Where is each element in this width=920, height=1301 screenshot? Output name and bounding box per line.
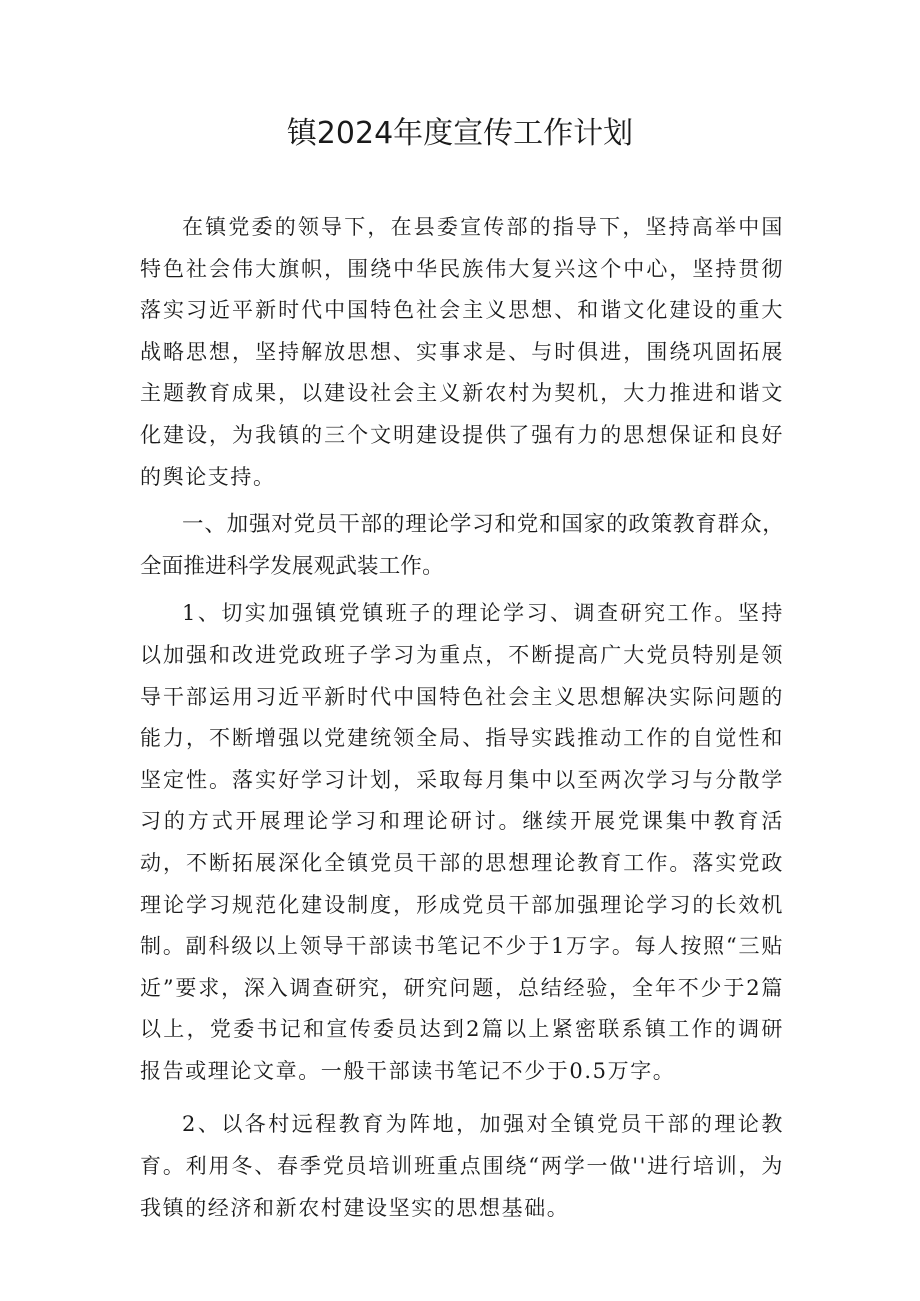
intro-paragraph: 在镇党委的领导下，在县委宣传部的指导下，坚持高举中国特色社会伟大旗帜，围绕中华民族伟大复兴这个中心，坚持贯彻落实习近平新时代中国特色社会主义思想、和谐文化建设的重大战略思想，坚持解放思想、实事求是、与时俱进，围绕巩固拓展主题教育成果，以建设社会主义新农村为契机，大力推进和谐文化建设，为我镇的三个文明建设提供了强有力的思想保证和良好的舆论支持。	[140, 215, 784, 489]
section-heading: 一、加强对党员干部的理论学习和党和国家的政策教育群众，全面推进科学发展观武装工作。	[140, 512, 784, 579]
list-item-1-paragraph: 1、切实加强镇党镇班子的理论学习、调查研究工作。坚持以加强和改进党政班子学习为重点，不断提高广大党员特别是领导干部运用习近平新时代中国特色社会主义思想解决实际问题的能力，不断增强以党建统领全局、指导实践推动工作的自觉性和坚定性。落实好学习计划，采取每月集中以至两次学习与分散学习的方式开展理论学习和理论研讨。继续开展党课集中教育活动，不断拓展深化全镇党员干部的思想理论教育工作。落实党政理论学习规范化建设制度，形成党员干部加强理论学习的长效机制。副科级以上领导干部读书笔记不少于1万字。每人按照“三贴近”要求，深入调查研究，研究问题，总结经验，全年不少于2篇以上，党委书记和宣传委员达到2篇以上紧密联系镇工作的调研报告或理论文章。一般干部读书笔记不少于0.5万字。	[140, 601, 784, 1083]
spacer	[140, 1092, 784, 1104]
list-item-2-paragraph: 2、以各村远程教育为阵地，加强对全镇党员干部的理论教育。利用冬、春季党员培训班重点围绕“两学一做''进行培训，为我镇的经济和新农村建设坚实的思想基础。	[140, 1112, 784, 1220]
document-body	[140, 207, 784, 1229]
document-title: 镇2024年度宣传工作计划	[286, 116, 634, 151]
